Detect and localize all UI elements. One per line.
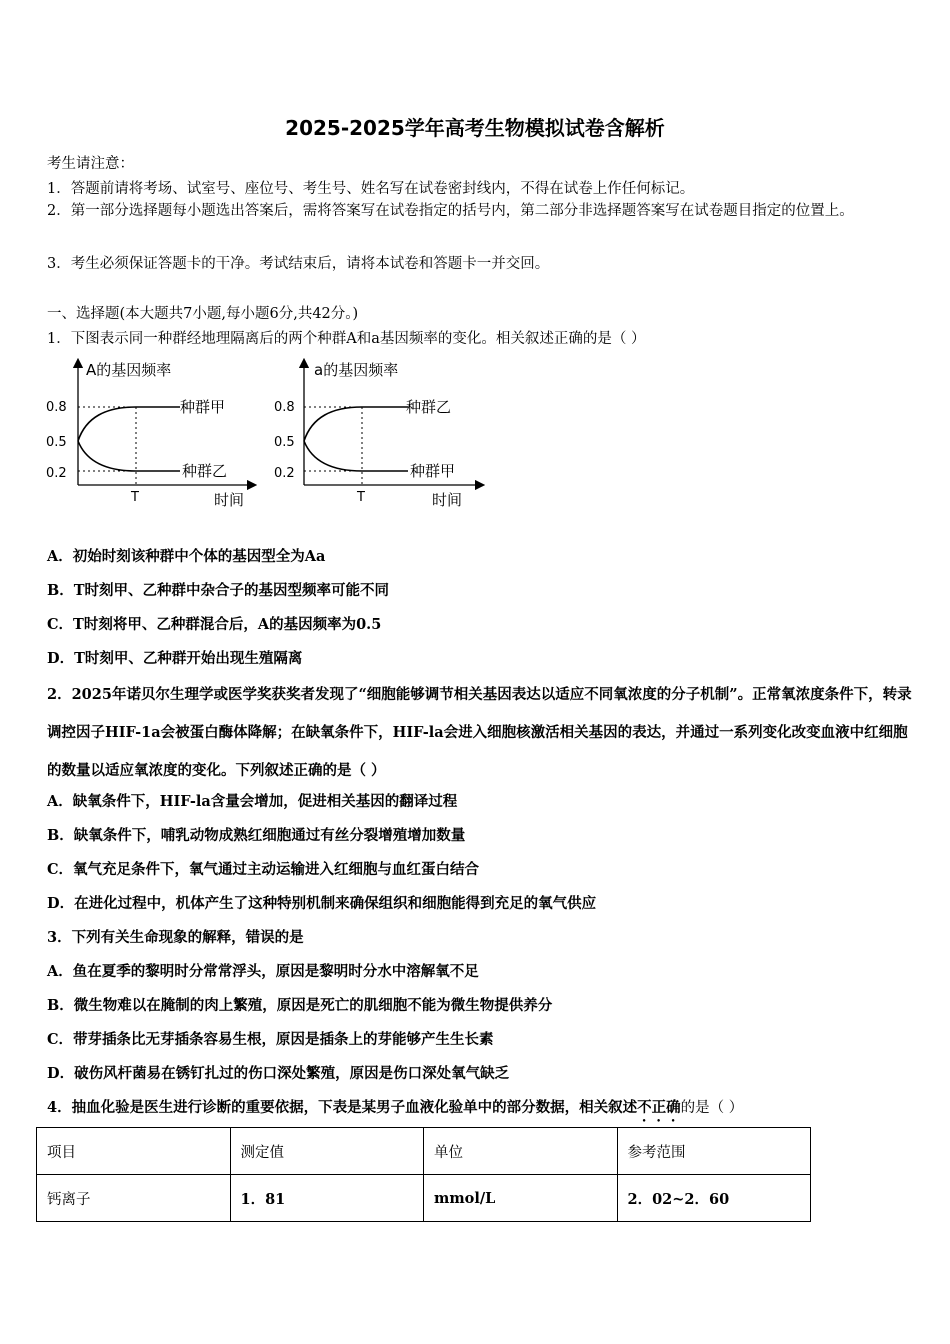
q3-option-c[interactable]: C．带芽插条比无芽插条容易生根，原因是插条上的芽能够产生生长素 xyxy=(47,1031,494,1048)
x-tick-T: T xyxy=(357,490,365,505)
q2-option-a[interactable]: A．缺氧条件下，HIF-la含量会增加，促进相关基因的翻译过程 xyxy=(47,793,458,810)
blood-test-table xyxy=(36,1127,811,1222)
q3-option-a[interactable]: A．鱼在夏季的黎明时分常常浮头，原因是黎明时分水中溶解氧不足 xyxy=(47,963,479,980)
q1-graph-left xyxy=(40,355,260,515)
cell-range: 2．02~2．60 xyxy=(617,1175,811,1222)
q1-option-b[interactable]: B．T时刻甲、乙种群中杂合子的基因型频率可能不同 xyxy=(47,582,390,599)
notice-heading: 考生请注意： xyxy=(47,156,134,172)
q2-stem: 2．2025年诺贝尔生理学或医学奖获奖者发现了“细胞能够调节相关基因表达以适应不同氧浓度的分子机制”。正常氧浓度条件下，转录调控因子HIF-1a会被蛋白酶体降解；在缺氧条件下，HIF-la会进入细胞核激活相关基因的表达，并通过一系列变化改变血液中红细胞的数量以适应氧浓度的变化。下列叙述正确的是（ ） xyxy=(47,686,912,779)
x-tick-T: T xyxy=(131,490,139,505)
header-item: 项目 xyxy=(37,1128,231,1175)
q2-option-c[interactable]: C．氧气充足条件下，氧气通过主动运输进入红细胞与血红蛋白结合 xyxy=(47,861,480,878)
notice-item-3: 3．考生必须保证答题卡的干净。考试结束后，请将本试卷和答题卡一并交回。 xyxy=(47,256,550,272)
y-axis-label: A的基因频率 xyxy=(86,361,172,379)
series-lower-label: 种群乙 xyxy=(182,462,228,480)
q3-stem: 3．下列有关生命现象的解释，错误的是 xyxy=(47,929,304,946)
x-axis-label: 时间 xyxy=(432,491,463,509)
cell-item: 钙离子 xyxy=(37,1175,231,1222)
y-tick-0.8: 0.8 xyxy=(274,400,295,415)
notice-item-2: 2．第一部分选择题每小题选出答案后，需将答案写在试卷指定的括号内，第二部分非选择题答案写在试卷题目指定的位置上。 xyxy=(47,203,854,219)
q1-graph-right xyxy=(268,355,488,515)
q1-option-c[interactable]: C．T时刻将甲、乙种群混合后，A的基因频率为0.5 xyxy=(47,616,382,633)
cell-value: 1．81 xyxy=(230,1175,424,1222)
q3-option-b[interactable]: B．微生物难以在腌制的肉上繁殖，原因是死亡的肌细胞不能为微生物提供养分 xyxy=(47,997,553,1014)
y-tick-0.5: 0.5 xyxy=(274,435,295,450)
y-tick-0.5: 0.5 xyxy=(46,435,67,450)
page-title: 2025-2025学年高考生物模拟试卷含解析 xyxy=(285,116,665,140)
q4-stem-text: 4．抽血化验是医生进行诊断的重要依据，下表是某男子血液化验单中的部分数据，相关叙述 xyxy=(47,1099,638,1116)
series-lower-curve xyxy=(78,441,180,471)
series-lower-curve xyxy=(304,441,408,471)
y-axis-label: a的基因频率 xyxy=(314,361,399,379)
series-lower-label: 种群甲 xyxy=(410,462,456,480)
table-row xyxy=(37,1175,811,1222)
y-tick-0.2: 0.2 xyxy=(46,466,67,481)
y-tick-0.2: 0.2 xyxy=(274,466,295,481)
q4-stem-end: 的是（ ） xyxy=(680,1100,744,1116)
q1-stem: 1．下图表示同一种群经地理隔离后的两个种群A和a基因频率的变化。相关叙述正确的是（ ） xyxy=(47,331,646,347)
x-axis-label: 时间 xyxy=(214,491,245,509)
header-value: 测定值 xyxy=(230,1128,424,1175)
cell-unit: mmol/L xyxy=(424,1175,618,1222)
series-upper-label: 种群乙 xyxy=(406,398,452,416)
q3-option-d[interactable]: D．破伤风杆菌易在锈钉扎过的伤口深处繁殖，原因是伤口深处氧气缺乏 xyxy=(47,1065,510,1082)
q2-option-b[interactable]: B．缺氧条件下，哺乳动物成熟红细胞通过有丝分裂增殖增加数量 xyxy=(47,827,466,844)
notice-item-1: 1．答题前请将考场、试室号、座位号、考生号、姓名写在试卷密封线内，不得在试卷上作任何标记。 xyxy=(47,181,695,197)
q1-option-d[interactable]: D．T时刻甲、乙种群开始出现生殖隔离 xyxy=(47,650,303,667)
q2-option-d[interactable]: D．在进化过程中，机体产生了这种特别机制来确保组织和细胞能得到充足的氧气供应 xyxy=(47,895,597,912)
series-upper-curve xyxy=(304,407,408,441)
q4-stem xyxy=(47,1096,743,1125)
table-header-row xyxy=(37,1128,811,1175)
q4-stem-emphasis: 不正确 xyxy=(637,1099,681,1116)
series-upper-label: 种群甲 xyxy=(180,398,226,416)
q1-option-a[interactable]: A．初始时刻该种群中个体的基因型全为Aa xyxy=(47,548,326,565)
y-tick-0.8: 0.8 xyxy=(46,400,67,415)
section-heading: 一、选择题(本大题共7小题,每小题6分,共42分。) xyxy=(47,306,359,322)
header-range: 参考范围 xyxy=(617,1128,811,1175)
series-upper-curve xyxy=(78,407,180,441)
header-unit: 单位 xyxy=(424,1128,618,1175)
